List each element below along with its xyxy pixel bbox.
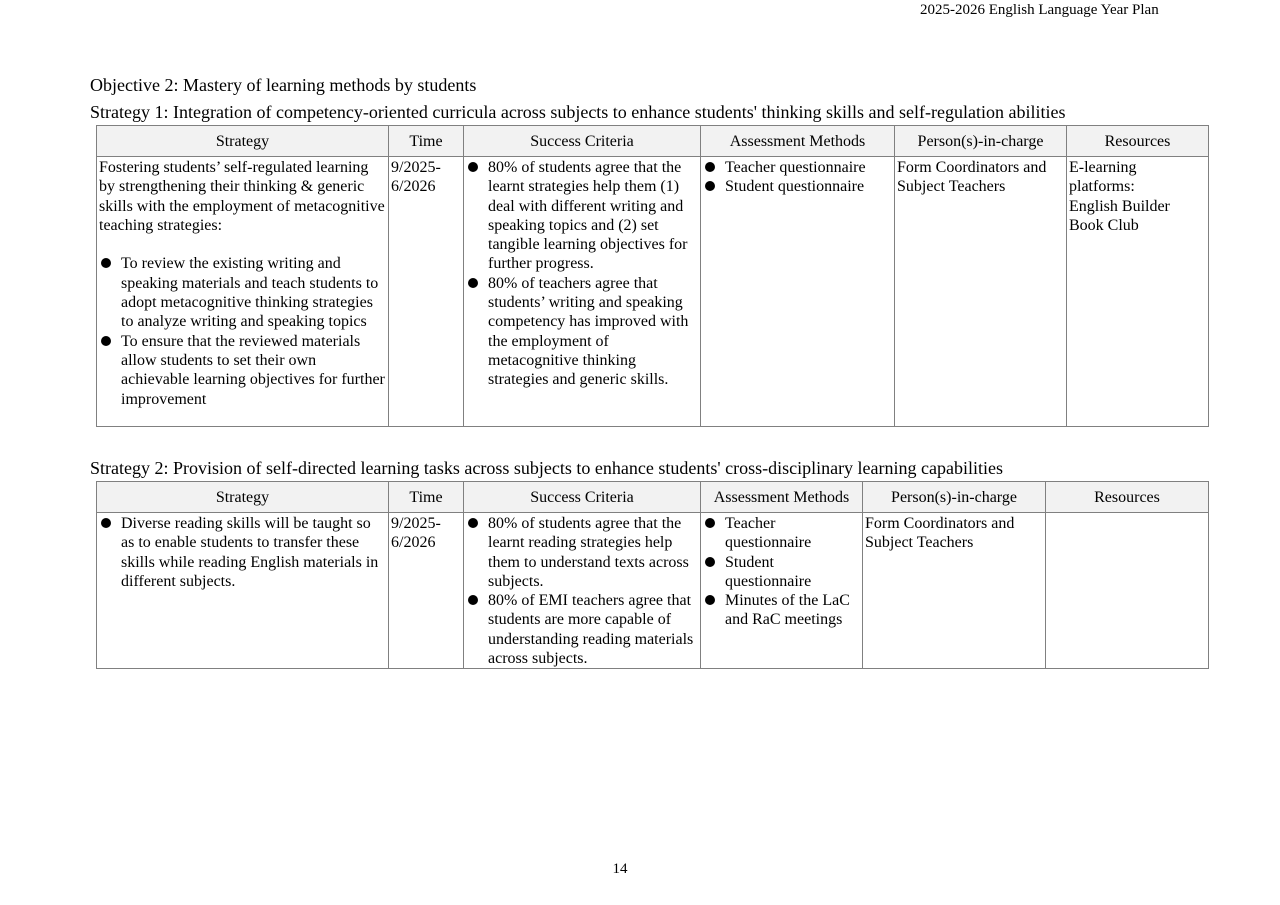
time-start: 9/2025-: [391, 515, 441, 532]
strategy1-table: [96, 125, 1209, 427]
list-item: 80% of students agree that the learnt strategies help them (1) deal with different writing and speaking topics and (2) set tangible learning objectives for further progress.: [466, 158, 699, 274]
table-row: [97, 513, 1209, 669]
page-number: 14: [612, 861, 628, 877]
strategy-intro: Fostering students’ self-regulated learning by strengthening their thinking & generic skills with the employment of metacognitive teaching strategies:: [99, 159, 385, 234]
list-item: 80% of students agree that the learnt reading strategies help them to understand texts across subjects.: [466, 514, 699, 591]
time-end: 6/2026: [391, 534, 436, 552]
running-header: 2025-2026 English Language Year Plan: [920, 2, 1159, 18]
col-header-time: Time: [389, 482, 464, 513]
col-header-persons-in-charge: Person(s)-in-charge: [863, 482, 1046, 513]
col-header-strategy: Strategy: [97, 482, 389, 513]
list-item: Teacher questionnaire: [703, 158, 893, 177]
col-header-assessment-methods: Assessment Methods: [701, 482, 863, 513]
persons-in-charge-cell: Form Coordinators and Subject Teachers: [895, 157, 1067, 427]
list-item: Teacher questionnaire: [703, 514, 861, 553]
col-header-success-criteria: Success Criteria: [464, 126, 701, 157]
success-criteria-cell: [464, 513, 701, 669]
list-item: 80% of EMI teachers agree that students are more capable of understanding reading materials across subjects.: [466, 591, 699, 668]
list-item: Student questionnaire: [703, 553, 861, 592]
col-header-strategy: Strategy: [97, 126, 389, 157]
col-header-resources: Resources: [1046, 482, 1209, 513]
list-item: Minutes of the LaC and RaC meetings: [703, 591, 861, 630]
col-header-time: Time: [389, 126, 464, 157]
col-header-assessment-methods: Assessment Methods: [701, 126, 895, 157]
strategy2-title: Strategy 2: Provision of self-directed learning tasks across subjects to enhance students' cross-disciplinary learning capabilities: [90, 458, 1003, 478]
list-item: To review the existing writing and speaking materials and teach students to adopt metacognitive thinking strategies to analyze writing and speaking topics: [99, 254, 387, 331]
persons-in-charge-cell: Form Coordinators and Subject Teachers: [863, 513, 1046, 669]
strategy-cell: [97, 513, 389, 669]
assessment-methods-cell: [701, 513, 863, 669]
strategy-points: [99, 254, 387, 408]
strategy2-table: [96, 481, 1209, 669]
col-header-resources: Resources: [1067, 126, 1209, 157]
col-header-success-criteria: Success Criteria: [464, 482, 701, 513]
list-item: To ensure that the reviewed materials allow students to set their own achievable learning objectives for further improvement: [99, 332, 387, 409]
list-item: Diverse reading skills will be taught so as to enable students to transfer these skills while reading English materials in different subjects.: [99, 514, 387, 591]
table-header-row: [97, 126, 1209, 157]
objective-title: Objective 2: Mastery of learning methods by students: [90, 75, 477, 95]
time-cell: [389, 513, 464, 669]
resources-cell: [1067, 157, 1209, 427]
assessment-methods-cell: [701, 157, 895, 427]
list-item: 80% of teachers agree that students’ writing and speaking competency has improved with the employment of metacognitive thinking strategies and generic skills.: [466, 274, 699, 390]
resource-line: platforms:: [1069, 178, 1135, 196]
table-header-row: [97, 482, 1209, 513]
time-end: 6/2026: [391, 178, 436, 196]
strategy-cell: [97, 157, 389, 427]
table-row: [97, 157, 1209, 427]
resources-cell: [1046, 513, 1209, 669]
resource-line: English Builder: [1069, 197, 1170, 215]
time-start: 9/2025-: [391, 159, 441, 176]
success-criteria-cell: [464, 157, 701, 427]
time-cell: [389, 157, 464, 427]
resource-line: Book Club: [1069, 216, 1139, 234]
strategy1-title: Strategy 1: Integration of competency-oriented curricula across subjects to enhance students' thinking skills and self-regulation abilities: [90, 102, 1066, 122]
list-item: Student questionnaire: [703, 177, 893, 196]
resource-line: E-learning: [1069, 159, 1137, 176]
col-header-persons-in-charge: Person(s)-in-charge: [895, 126, 1067, 157]
